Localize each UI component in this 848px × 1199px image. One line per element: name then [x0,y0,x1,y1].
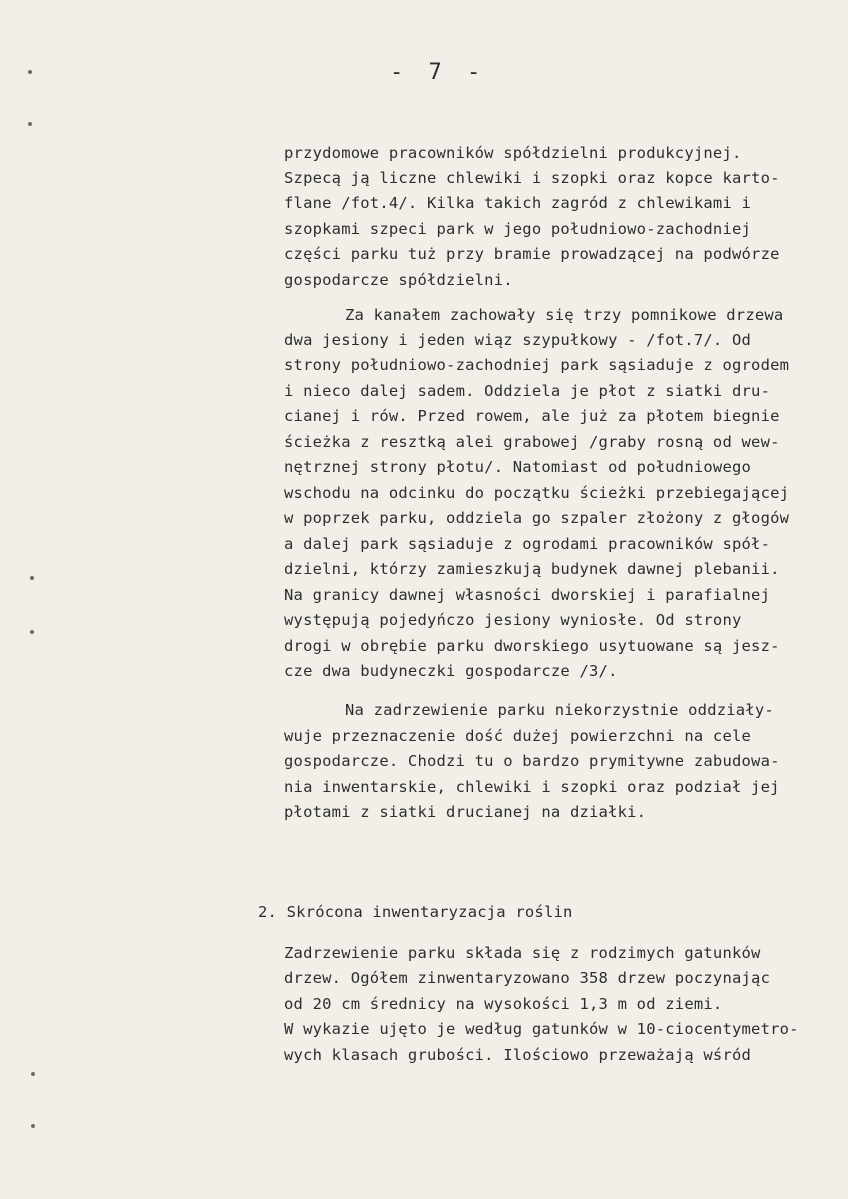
text-line: ścieżka z resztką alei grabowej /graby rosną od wew- [284,433,780,451]
text-line: Na granicy dawnej własności dworskiej i parafialnej [284,586,771,604]
text-line: wuje przeznaczenie dość dużej powierzchni na cele [284,727,752,745]
text-line: gospodarcze spółdzielni. [284,271,513,289]
text-line: nia inwentarskie, chlewiki i szopki oraz podział jej [284,778,780,796]
text-line: gospodarcze. Chodzi tu o bardzo prymitywne zabudowa- [284,752,780,770]
page-number: - 7 - [390,60,487,85]
text-line: części parku tuż przy bramie prowadzącej na podwórze [284,245,780,263]
text-line: wych klasach grubości. Ilościowo przeważają wśród [284,1046,752,1064]
text-line: i nieco dalej sadem. Oddziela je płot z siatki dru- [284,382,771,400]
binder-hole-mark [30,576,34,580]
text-line: cze dwa budyneczki gospodarcze /3/. [284,662,618,680]
text-line: Na zadrzewienie parku niekorzystnie oddziały- [345,701,774,719]
binder-hole-mark [31,1124,35,1128]
binder-hole-mark [28,70,32,74]
text-line: flane /fot.4/. Kilka takich zagród z chlewikami i [284,194,752,212]
binder-hole-mark [31,1072,35,1076]
binder-hole-mark [30,630,34,634]
text-line: wschodu na odcinku do początku ścieżki przebiegającej [284,484,790,502]
text-line: dwa jesiony i jeden wiąz szypułkowy - /fot.7/. Od [284,331,752,349]
text-line: drzew. Ogółem zinwentaryzowano 358 drzew poczynając [284,969,771,987]
text-line: cianej i rów. Przed rowem, ale już za płotem biegnie [284,407,780,425]
text-line: dzielni, którzy zamieszkują budynek dawnej plebanii. [284,560,780,578]
text-line: w poprzek parku, oddziela go szpaler złożony z głogów [284,509,790,527]
text-line: Zadrzewienie parku składa się z rodzimych gatunków [284,944,761,962]
text-line: strony południowo-zachodniej park sąsiaduje z ogrodem [284,356,790,374]
text-line: nętrznej strony płotu/. Natomiast od południowego [284,458,752,476]
text-line: Za kanałem zachowały się trzy pomnikowe drzewa [345,306,784,324]
text-line: od 20 cm średnicy na wysokości 1,3 m od ziemi. [284,995,723,1013]
text-line: występują pojedyńczo jesiony wyniosłe. Od strony [284,611,742,629]
text-line: Szpecą ją liczne chlewiki i szopki oraz kopce karto- [284,169,780,187]
text-line: a dalej park sąsiaduje z ogrodami pracowników spół- [284,535,771,553]
text-line: przydomowe pracowników spółdzielni produkcyjnej. [284,144,742,162]
section-heading: 2. Skrócona inwentaryzacja roślin [258,903,573,921]
text-line: drogi w obrębie parku dworskiego usytuowane są jesz- [284,637,780,655]
text-line: W wykazie ujęto je według gatunków w 10-ciocentymetro- [284,1020,799,1038]
text-line: szopkami szpeci park w jego południowo-zachodniej [284,220,752,238]
binder-hole-mark [28,122,32,126]
text-line: płotami z siatki drucianej na działki. [284,803,647,821]
